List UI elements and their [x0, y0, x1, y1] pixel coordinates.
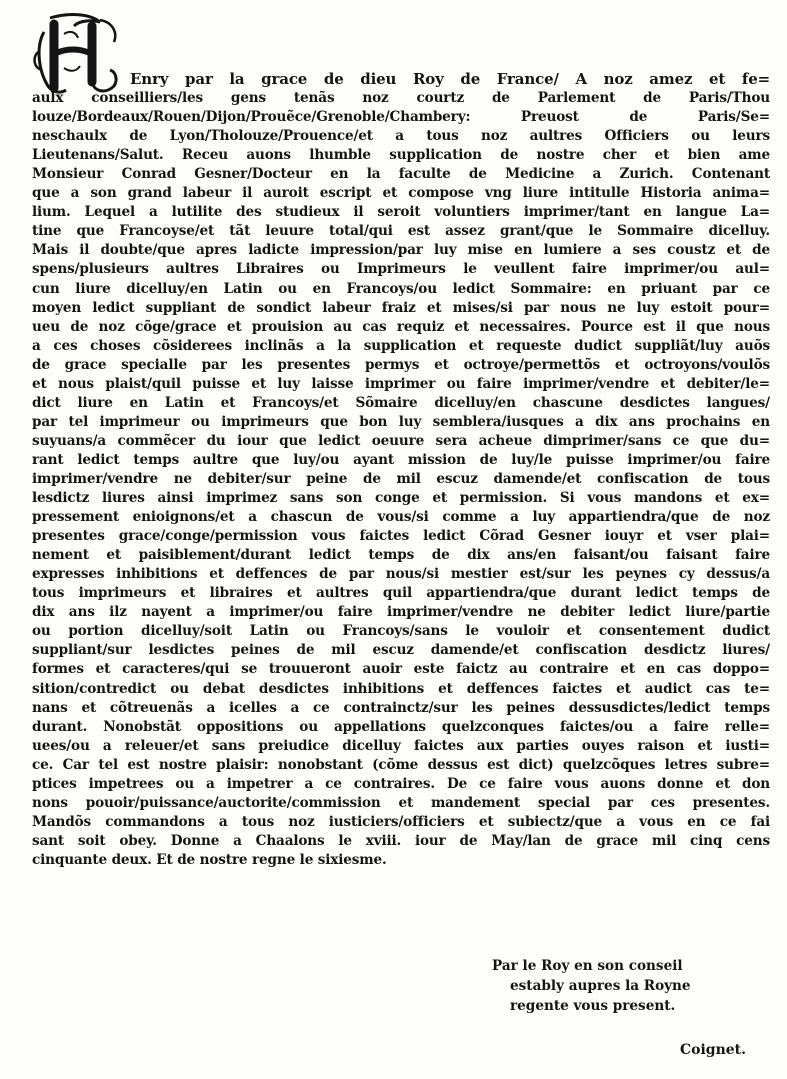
text-line: sition/contredict ou debat desdictes inhibitions et deffences faictes et audict cas te= [32, 680, 770, 697]
text-line: par tel imprimeur ou imprimeurs que bon luy semblera/iusques a dix ans prochains en [32, 413, 770, 430]
text-line: dict liure en Latin et Francoys/et Sõmaire dicelluy/en chascune desdictes langues/ [32, 394, 770, 411]
text-line: nons pouoir/puissance/auctorite/commission et mandement special par ces presentes. [32, 794, 770, 811]
text-line: rant ledict temps aultre que luy/ou ayant mission de luy/le puisse imprimer/ou faire [32, 451, 770, 468]
text-line: de grace specialle par les presentes permys et octroye/permettõs et octroyons/voulõs [32, 356, 770, 373]
text-line: durant. Nonobstãt oppositions ou appellations quelzconques faictes/ou a faire relle= [32, 718, 770, 735]
privilege-text [32, 70, 770, 870]
signature-line-3: regente vous present. [510, 998, 676, 1014]
text-line: suppliant/sur lesdictes peines de mil escuz damende/et confiscation desdictz liures/ [32, 642, 770, 659]
text-line: et nous plaist/quil puisse et luy laisse imprimer ou faire imprimer/vendre et debiter/le= [32, 375, 770, 392]
text-line: Lieutenans/Salut. Receu auons lhumble supplication de nostre cher et bien ame [32, 147, 770, 164]
text-line: formes et caracteres/qui se trouueront auoir este faictz au contraire et en cas doppo= [32, 661, 770, 678]
text-line: Enry par la grace de dieu Roy de France/ A noz amez et fe= [130, 70, 770, 88]
text-line: pressement enioignons/et a chascun de vous/si comme a luy appartiendra/que de noz [32, 509, 770, 526]
text-line: ou portion dicelluy/soit Latin ou Francoys/sans le vouloir et consentement dudict [32, 623, 770, 640]
text-line: moyen ledict suppliant de sondict labeur fraiz et mises/si par nous ne luy estoit pour= [32, 299, 770, 316]
text-line: nans et cõtreuenãs a icelles a ce contrainctz/sur les peines dessusdictes/ledict temps [32, 699, 770, 716]
text-line: ptices impetrees ou a impetrer a ce contraires. De ce faire vous auons donne et don [32, 775, 770, 792]
text-line: Mandõs commandons a tous noz iusticiers/officiers et subiectz/que a vous en ce fai [32, 813, 770, 830]
text-line: a ces choses cõsiderees inclinãs a la supplication et requeste dudict suppliãt/luy auõs [32, 337, 770, 354]
text-line: cinquante deux. Et de nostre regne le sixiesme. [32, 851, 387, 868]
text-line: ueu de noz cõge/grace et prouision au cas requiz et necessaires. Pource est il que nous [32, 318, 770, 335]
text-line: nement et paisiblement/durant ledict temps de dix ans/en faisant/ou faisant faire [32, 547, 770, 564]
text-line: uees/ou a releuer/et sans preiudice dicelluy faictes aux parties ouyes raison et iusti= [32, 737, 770, 754]
text-line: tine que Francoyse/et tãt leuure total/qui est assez grant/que le Sommaire dicelluy. [32, 223, 770, 240]
text-line: sant soit obey. Donne a Chaalons le xviii. iour de May/lan de grace mil cinq cens [32, 832, 770, 849]
text-line: presentes grace/conge/permission vous faictes ledict Cõrad Gesner iouyr et vser plai= [32, 528, 770, 545]
text-line: spens/plusieurs aultres Libraires ou Imprimeurs le veullent faire imprimer/ou aul= [32, 261, 770, 278]
signature-block [492, 956, 752, 1016]
text-line: Mais il doubte/que apres ladicte impression/par luy mise en lumiere a ses coustz et de [32, 242, 770, 259]
text-line: tous imprimeurs et libraires et aultres quil appartiendra/que durant ledict temps de [32, 585, 770, 602]
text-line: aulx conseilliers/les gens tenãs noz courtz de Parlement de Paris/Thou [32, 90, 770, 107]
text-line: dix ans ilz nayent a imprimer/ou faire imprimer/vendre ne debiter ledict liure/partie [32, 604, 770, 621]
text-line: louze/Bordeaux/Rouen/Dijon/Prouẽce/Grenoble/Chambery: Preuost de Paris/Se= [32, 109, 770, 126]
text-line: suyuans/a commẽcer du iour que ledict oeuure sera acheue dimprimer/sans ce que du= [32, 432, 770, 449]
signature-line-1: Par le Roy en son conseil [492, 958, 683, 974]
text-line: Monsieur Conrad Gesner/Docteur en la faculte de Medicine a Zurich. Contenant [32, 166, 770, 183]
text-line: imprimer/vendre ne debiter/sur peine de mil escuz damende/et confiscation de tous [32, 470, 770, 487]
text-line: que a son grand labeur il auroit escript et compose vng liure intitulle Historia anima= [32, 185, 770, 202]
text-line: lium. Lequel a lutilite des studieux il seroit voluntiers imprimer/tant en langue La= [32, 204, 770, 221]
text-line: expresses inhibitions et deffences de par nous/si mestier est/sur les peynes cy dessus/a [32, 566, 770, 583]
text-line: cun liure dicelluy/en Latin ou en Francoys/ou ledict Sommaire: en priuant par ce [32, 280, 770, 297]
text-line: lesdictz liures ainsi imprimez sans son conge et permission. Si vous mandons et ex= [32, 490, 770, 507]
signature-line-2: estably aupres la Royne [510, 978, 691, 994]
signer-name: Coignet. [680, 1042, 747, 1058]
text-line: neschaulx de Lyon/Tholouze/Prouence/et a tous noz aultres Officiers ou leurs [32, 128, 770, 145]
text-line: ce. Car tel est nostre plaisir: nonobstant (cõme dessus est dict) quelzcõques letres subre= [32, 756, 770, 773]
